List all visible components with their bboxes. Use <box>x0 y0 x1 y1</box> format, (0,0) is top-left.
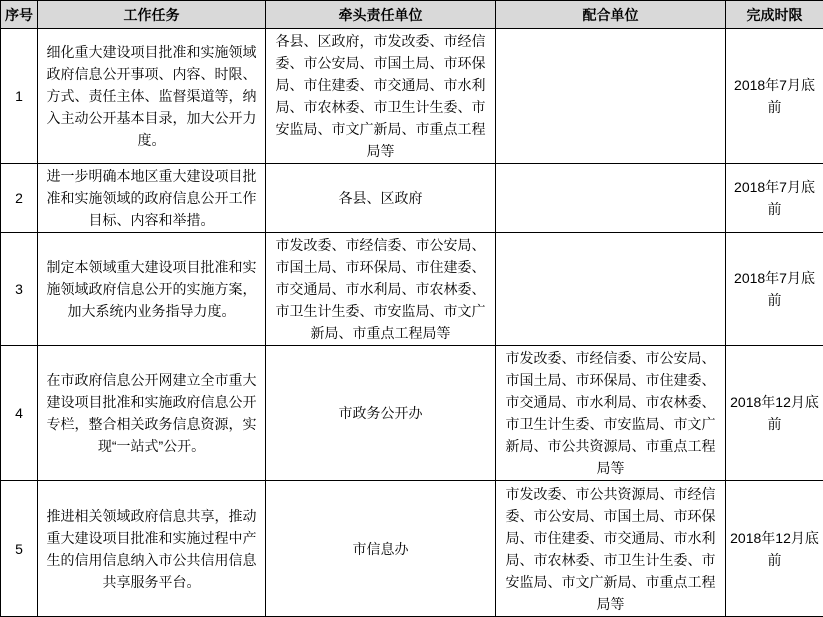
support-unit-cell: 市发改委、市经信委、市公安局、市国土局、市环保局、市住建委、市交通局、市水利局、市农林委、市卫生计生委、市安监局、市文广新局、市公共资源局、市重点工程局等 <box>496 346 726 481</box>
row-number-cell: 1 <box>1 29 38 164</box>
header-cell-number: 序号 <box>1 1 38 29</box>
lead-unit-cell: 市信息办 <box>266 481 496 617</box>
header-cell-support-unit: 配合单位 <box>496 1 726 29</box>
lead-unit-cell: 各县、区政府 <box>266 164 496 233</box>
table-row <box>1 346 823 481</box>
table-row <box>1 481 823 617</box>
header-cell-task: 工作任务 <box>38 1 266 29</box>
row-number-cell: 3 <box>1 233 38 346</box>
row-number-cell: 4 <box>1 346 38 481</box>
deadline-cell: 2018年7月底前 <box>726 164 823 233</box>
support-unit-cell: 市发改委、市公共资源局、市经信委、市公安局、市国土局、市环保局、市住建委、市交通局、市水利局、市农林委、市卫生计生委、市安监局、市文广新局、市重点工程局等 <box>496 481 726 617</box>
table-row <box>1 233 823 346</box>
task-cell: 进一步明确本地区重大建设项目批准和实施领域的政府信息公开工作目标、内容和举措。 <box>38 164 266 233</box>
lead-unit-cell: 市政务公开办 <box>266 346 496 481</box>
table-row <box>1 29 823 164</box>
header-cell-deadline: 完成时限 <box>726 1 823 29</box>
lead-unit-cell: 各县、区政府，市发改委、市经信委、市公安局、市国土局、市环保局、市住建委、市交通局、市水利局、市农林委、市卫生计生委、市安监局、市文广新局、市重点工程局等 <box>266 29 496 164</box>
deadline-cell: 2018年7月底前 <box>726 29 823 164</box>
row-number-cell: 2 <box>1 164 38 233</box>
row-number-cell: 5 <box>1 481 38 617</box>
task-cell: 在市政府信息公开网建立全市重大建设项目批准和实施政府信息公开专栏，整合相关政务信息资源，实现“一站式”公开。 <box>38 346 266 481</box>
support-unit-cell <box>496 233 726 346</box>
task-cell: 推进相关领域政府信息共享，推动重大建设项目批准和实施过程中产生的信用信息纳入市公共信用信息共享服务平台。 <box>38 481 266 617</box>
deadline-cell: 2018年12月底前 <box>726 481 823 617</box>
deadline-cell: 2018年7月底前 <box>726 233 823 346</box>
header-cell-lead-unit: 牵头责任单位 <box>266 1 496 29</box>
lead-unit-cell: 市发改委、市经信委、市公安局、市国土局、市环保局、市住建委、市交通局、市水利局、市农林委、市卫生计生委、市安监局、市文广新局、市重点工程局等 <box>266 233 496 346</box>
deadline-cell: 2018年12月底前 <box>726 346 823 481</box>
task-cell: 制定本领域重大建设项目批准和实施领域政府信息公开的实施方案，加大系统内业务指导力度。 <box>38 233 266 346</box>
task-cell: 细化重大建设项目批准和实施领域政府信息公开事项、内容、时限、方式、责任主体、监督渠道等，纳入主动公开基本目录，加大公开力度。 <box>38 29 266 164</box>
support-unit-cell <box>496 164 726 233</box>
support-unit-cell <box>496 29 726 164</box>
table-header-row <box>1 1 823 29</box>
table-row <box>1 164 823 233</box>
